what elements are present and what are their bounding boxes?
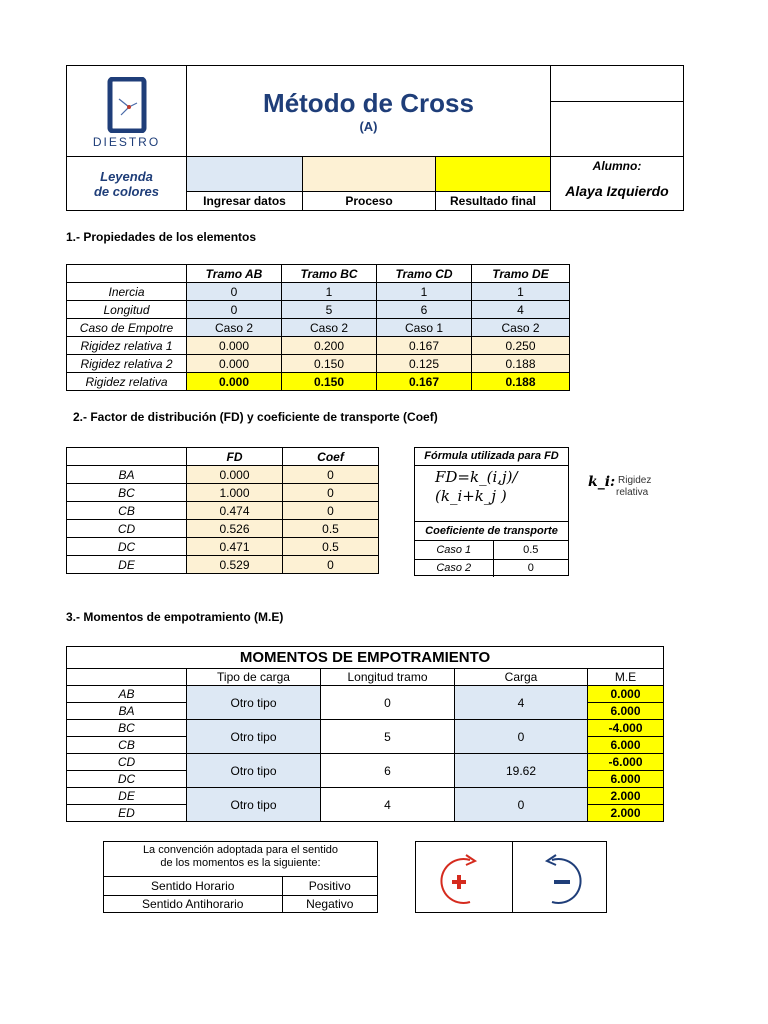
- table-row: [67, 720, 664, 737]
- table-row: [67, 373, 570, 391]
- carga-cell: 19.62: [455, 754, 588, 788]
- k-symbol: k_i:: [588, 474, 616, 490]
- section2-heading: 2.- Factor de distribución (FD) y coeficiente de transporte (Coef): [73, 410, 438, 424]
- table-row: [67, 686, 664, 703]
- legend-item-input: Ingresar datos: [187, 192, 303, 211]
- tipo-cell: Otro tipo: [187, 720, 321, 754]
- header-blank-1: [551, 66, 684, 102]
- table-row: [415, 541, 568, 559]
- convention-label: Sentido Horario: [104, 877, 282, 895]
- k-desc-2: relativa: [616, 487, 649, 498]
- formula-body: FD=k_(i,j)/ (k_i+k_j ): [415, 466, 568, 522]
- section1-heading: 1.- Propiedades de los elementos: [66, 230, 257, 244]
- col-header: Tramo BC: [282, 265, 377, 283]
- col-header: Tramo AB: [187, 265, 282, 283]
- table-cell: 0.250: [472, 337, 570, 355]
- convention-value: Positivo: [282, 877, 377, 895]
- table-row: [104, 877, 377, 895]
- row-label: Rigidez relativa: [67, 373, 187, 391]
- carga-cell: 4: [455, 686, 588, 720]
- row-label: Caso de Empotre: [67, 319, 187, 337]
- convention-label: Sentido Antihorario: [104, 895, 282, 913]
- table-row: [67, 466, 379, 484]
- tipo-cell: Otro tipo: [187, 788, 321, 822]
- row-label: DE: [67, 556, 187, 574]
- coef-cell: 0.5: [283, 538, 379, 556]
- formula-title: Fórmula utilizada para FD: [415, 448, 568, 466]
- section3-heading: 3.- Momentos de empotramiento (M.E): [66, 610, 284, 624]
- row-label: ED: [67, 805, 187, 822]
- coef-cell: 0.5: [283, 520, 379, 538]
- table-row: [67, 337, 570, 355]
- case-label: Caso 1: [415, 541, 493, 559]
- col-header-coef: Coef: [283, 448, 379, 466]
- properties-corner: [67, 265, 187, 283]
- counterclockwise-negative-icon: [528, 850, 592, 908]
- table-cell: 0.000: [187, 355, 282, 373]
- page-title: Método de Cross: [263, 88, 474, 118]
- row-label: BA: [67, 466, 187, 484]
- me-cell: -6.000: [588, 754, 664, 771]
- legend-swatch-process: [303, 157, 436, 192]
- row-label: Rigidez relativa 1: [67, 337, 187, 355]
- fd-cell: 0.529: [187, 556, 283, 574]
- table-row: [415, 559, 568, 577]
- row-label: CB: [67, 502, 187, 520]
- table-cell: 0.200: [282, 337, 377, 355]
- col-header: Tipo de carga: [187, 669, 321, 686]
- table-row: [67, 520, 379, 538]
- logo-text: DIESTRO: [92, 135, 161, 149]
- me-cell: 2.000: [588, 788, 664, 805]
- row-label: CD: [67, 754, 187, 771]
- fd-corner: [67, 448, 187, 466]
- title-cell: [187, 66, 551, 157]
- col-header: Longitud tramo: [321, 669, 455, 686]
- legend-label: Leyenda de colores: [67, 157, 187, 211]
- sign-diagram: [415, 841, 607, 913]
- table-cell: 0.167: [377, 337, 472, 355]
- tipo-cell: Otro tipo: [187, 754, 321, 788]
- alumno-cell: [551, 157, 684, 211]
- table-cell: Caso 1: [377, 319, 472, 337]
- table-cell: 0.000: [187, 373, 282, 391]
- header-blank-2: [551, 102, 684, 157]
- moments-title: MOMENTOS DE EMPOTRAMIENTO: [67, 647, 664, 669]
- table-row: [67, 484, 379, 502]
- legend-item-result: Resultado final: [436, 192, 551, 211]
- col-header: Tramo CD: [377, 265, 472, 283]
- alumno-label: Alumno:: [592, 159, 642, 173]
- case-value: 0.5: [493, 541, 568, 559]
- table-cell: 6: [377, 301, 472, 319]
- table-cell: 1: [472, 283, 570, 301]
- table-cell: Caso 2: [282, 319, 377, 337]
- table-row: [67, 556, 379, 574]
- fd-cell: 0.526: [187, 520, 283, 538]
- properties-table: [66, 264, 570, 391]
- longitud-cell: 4: [321, 788, 455, 822]
- row-label: DE: [67, 788, 187, 805]
- clockwise-positive-icon: [430, 850, 494, 908]
- row-label: BC: [67, 720, 187, 737]
- row-label: CD: [67, 520, 187, 538]
- table-cell: 0.150: [282, 355, 377, 373]
- table-cell: 0.125: [377, 355, 472, 373]
- case-label: Caso 2: [415, 559, 493, 577]
- table-row: [67, 788, 664, 805]
- page-subtitle: (A): [359, 119, 378, 134]
- convention-table: [104, 877, 377, 913]
- fd-cell: 0.000: [187, 466, 283, 484]
- row-label: AB: [67, 686, 187, 703]
- legend-swatch-result: [436, 157, 551, 192]
- convention-value: Negativo: [282, 895, 377, 913]
- table-cell: Caso 2: [187, 319, 282, 337]
- table-cell: 5: [282, 301, 377, 319]
- moments-table: [66, 646, 664, 822]
- legend-item-process: Proceso: [303, 192, 436, 211]
- legend-swatch-input: [187, 157, 303, 192]
- table-cell: 1: [282, 283, 377, 301]
- coef-cell: 0: [283, 484, 379, 502]
- col-header-fd: FD: [187, 448, 283, 466]
- coef-cell: 0: [283, 466, 379, 484]
- table-cell: 0.150: [282, 373, 377, 391]
- moments-corner: [67, 669, 187, 686]
- coef-title: Coeficiente de transporte: [415, 522, 568, 541]
- me-cell: 6.000: [588, 737, 664, 754]
- logo-cell: [67, 66, 187, 157]
- table-row: [104, 895, 377, 913]
- carga-cell: 0: [455, 788, 588, 822]
- k-desc-1: Rigidez: [618, 475, 652, 486]
- table-row: [67, 355, 570, 373]
- case-value: 0: [493, 559, 568, 577]
- row-label: Rigidez relativa 2: [67, 355, 187, 373]
- fd-cell: 0.474: [187, 502, 283, 520]
- table-row: [67, 301, 570, 319]
- table-row: [67, 283, 570, 301]
- longitud-cell: 6: [321, 754, 455, 788]
- table-row: [67, 319, 570, 337]
- convention-box: [103, 841, 378, 913]
- alumno-name: Alaya Izquierdo: [565, 183, 669, 199]
- cases-table: [415, 541, 568, 577]
- k-note: [588, 474, 668, 504]
- convention-text: La convención adoptada para el sentido de los momentos es la siguiente:: [104, 842, 377, 877]
- fd-cell: 1.000: [187, 484, 283, 502]
- table-cell: 1: [377, 283, 472, 301]
- row-label: DC: [67, 771, 187, 788]
- row-label: CB: [67, 737, 187, 754]
- row-label: BA: [67, 703, 187, 720]
- table-row: [67, 502, 379, 520]
- col-header: Tramo DE: [472, 265, 570, 283]
- table-cell: 0: [187, 301, 282, 319]
- me-cell: -4.000: [588, 720, 664, 737]
- me-cell: 6.000: [588, 703, 664, 720]
- coef-cell: 0: [283, 502, 379, 520]
- table-cell: 0: [187, 283, 282, 301]
- fd-cell: 0.471: [187, 538, 283, 556]
- longitud-cell: 0: [321, 686, 455, 720]
- table-cell: 0.000: [187, 337, 282, 355]
- col-header: Carga: [455, 669, 588, 686]
- coef-cell: 0: [283, 556, 379, 574]
- tipo-cell: Otro tipo: [187, 686, 321, 720]
- table-row: [67, 754, 664, 771]
- header-table: [66, 65, 684, 211]
- table-cell: 0.188: [472, 373, 570, 391]
- me-cell: 0.000: [588, 686, 664, 703]
- table-cell: 0.188: [472, 355, 570, 373]
- table-cell: Caso 2: [472, 319, 570, 337]
- row-label: BC: [67, 484, 187, 502]
- logo-icon: [107, 77, 147, 133]
- col-header: M.E: [588, 669, 664, 686]
- carga-cell: 0: [455, 720, 588, 754]
- table-cell: 4: [472, 301, 570, 319]
- row-label: Inercia: [67, 283, 187, 301]
- me-cell: 6.000: [588, 771, 664, 788]
- row-label: Longitud: [67, 301, 187, 319]
- table-cell: 0.167: [377, 373, 472, 391]
- row-label: DC: [67, 538, 187, 556]
- longitud-cell: 5: [321, 720, 455, 754]
- formula-box: [414, 447, 569, 576]
- fd-table: [66, 447, 379, 574]
- me-cell: 2.000: [588, 805, 664, 822]
- table-row: [67, 538, 379, 556]
